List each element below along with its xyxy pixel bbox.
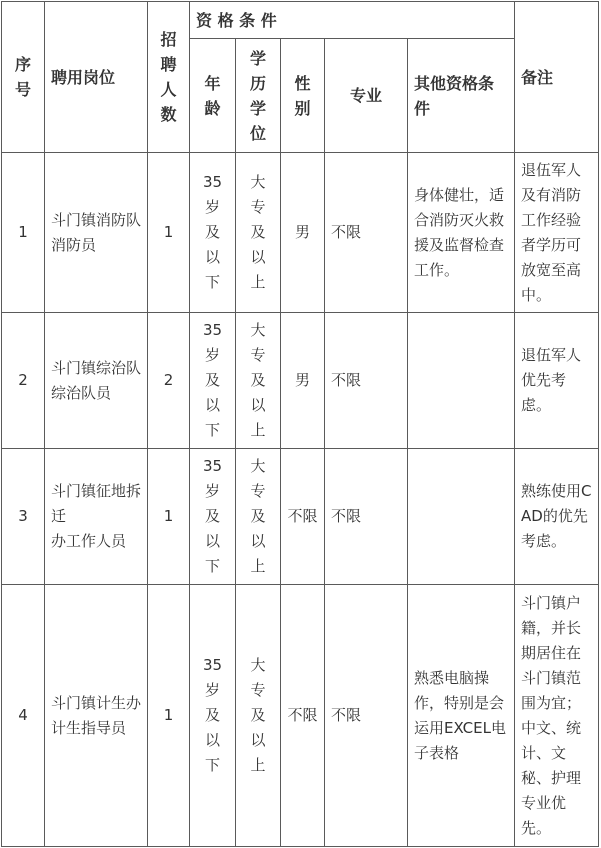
cell-remark: 熟练使用CAD的优先考虑。: [515, 449, 599, 585]
header-qualification: 资 格 条 件: [190, 2, 515, 39]
cell-seq: 4: [2, 585, 45, 847]
cell-age: 35 岁 及 以 下: [190, 585, 236, 847]
cell-position: 斗门镇计生办计生指导员: [45, 585, 148, 847]
cell-major: 不限: [325, 313, 408, 449]
cell-age: 35 岁 及 以 下: [190, 153, 236, 313]
cell-gender: 男: [281, 313, 325, 449]
cell-remark: 斗门镇户籍，并长期居住在斗门镇范围为宜；中文、统计、文秘、护理专业优先。: [515, 585, 599, 847]
cell-gender: 不限: [281, 449, 325, 585]
cell-seq: 1: [2, 153, 45, 313]
table-row: [2, 153, 599, 313]
header-gender: 性 别: [281, 39, 325, 153]
header-row-1: [2, 2, 599, 39]
cell-gender: 不限: [281, 585, 325, 847]
cell-major: 不限: [325, 153, 408, 313]
cell-remark: 退伍军人及有消防工作经验者学历可放宽至高中。: [515, 153, 599, 313]
header-other: 其他资格条件: [408, 39, 515, 153]
cell-age: 35 岁 及 以 下: [190, 449, 236, 585]
header-major: 专业: [325, 39, 408, 153]
header-count: 招 聘 人 数: [148, 2, 190, 153]
cell-other: 身体健壮，适合消防灭火救援及监督检查工作。: [408, 153, 515, 313]
cell-position: 斗门镇综治队 综治队员: [45, 313, 148, 449]
cell-seq: 2: [2, 313, 45, 449]
header-remark: 备注: [515, 2, 599, 153]
cell-position: 斗门镇征地拆迁 办工作人员: [45, 449, 148, 585]
cell-count: 2: [148, 313, 190, 449]
cell-age: 35 岁 及 以 下: [190, 313, 236, 449]
cell-other: [408, 449, 515, 585]
table-row: [2, 449, 599, 585]
cell-count: 1: [148, 449, 190, 585]
cell-major: 不限: [325, 585, 408, 847]
recruitment-table: [1, 1, 599, 847]
cell-count: 1: [148, 585, 190, 847]
table-row: [2, 313, 599, 449]
cell-major: 不限: [325, 449, 408, 585]
header-education: 学 历 学 位: [236, 39, 281, 153]
header-age: 年 龄: [190, 39, 236, 153]
header-position: 聘用岗位: [45, 2, 148, 153]
cell-seq: 3: [2, 449, 45, 585]
table-row: [2, 585, 599, 847]
cell-education: 大 专 及 以 上: [236, 585, 281, 847]
cell-education: 大 专 及 以 上: [236, 313, 281, 449]
cell-remark: 退伍军人优先考虑。: [515, 313, 599, 449]
cell-education: 大 专 及 以 上: [236, 153, 281, 313]
cell-position: 斗门镇消防队消防员: [45, 153, 148, 313]
header-seq: 序 号: [2, 2, 45, 153]
cell-other: 熟悉电脑操作，特别是会运用EXCEL电子表格: [408, 585, 515, 847]
cell-gender: 男: [281, 153, 325, 313]
cell-other: [408, 313, 515, 449]
cell-education: 大 专 及 以 上: [236, 449, 281, 585]
cell-count: 1: [148, 153, 190, 313]
